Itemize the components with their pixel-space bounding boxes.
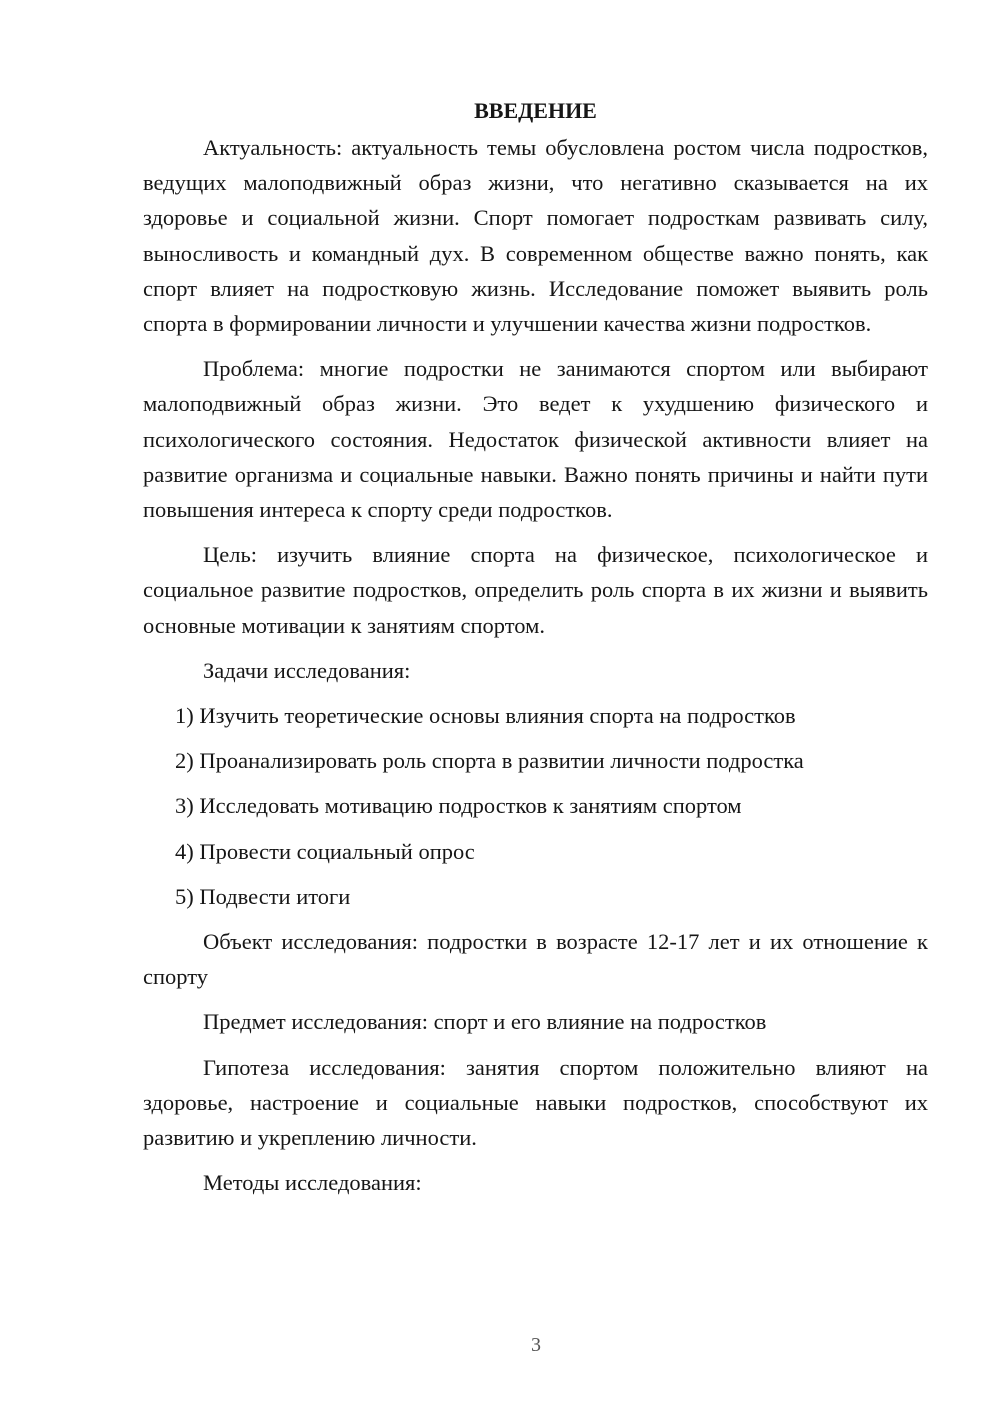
document-page [143,92,928,1200]
paragraph-problem: Проблема: многие подростки не занимаются спортом или выбирают малоподвижный образ жизни. Это ведет к ухудшению физического и психологического состояния. Недостаток физической активности влияет на развитие организма и социальные навыки. Важно понять причины и найти пути повышения интереса к спорту среди подростков. [143,356,928,523]
list-item: 1) Изучить теоретические основы влияния спорта на подростков [175,703,796,729]
tasks-list [143,698,928,914]
page-title: ВВЕДЕНИЕ [474,98,597,123]
list-item: 4) Провести социальный опрос [175,838,475,864]
paragraph-subject: Предмет исследования: спорт и его влияние на подростков [203,1009,767,1035]
paragraph-hypothesis: Гипотеза исследования: занятия спортом положительно влияют на здоровье, настроение и социальные навыки подростков, способствуют их развитию и укреплению личности. [143,1054,928,1151]
paragraph-tasks-heading: Задачи исследования: [203,657,411,683]
paragraph-relevance: Актуальность: актуальность темы обусловлена ростом числа подростков, ведущих малоподвижный образ жизни, что негативно сказывается на их здоровье и социальной жизни. Спорт помогает подросткам развивать силу, выносливость и командный дух. В современном обществе важно понять, как спорт влияет на подростковую жизнь. Исследование поможет выявить роль спорта в формировании личности и улучшении качества жизни подростков. [143,135,928,337]
list-item: 2) Проанализировать роль спорта в развитии личности подростка [175,748,804,774]
list-item: 3) Исследовать мотивацию подростков к занятиям спортом [175,793,742,819]
paragraph-methods: Методы исследования: [203,1170,422,1196]
page-number: 3 [531,1334,541,1356]
paragraph-object: Объект исследования: подростки в возрасте 12-17 лет и их отношение к спорту [143,929,928,990]
list-item: 5) Подвести итоги [175,883,351,909]
paragraph-goal: Цель: изучить влияние спорта на физическое, психологическое и социальное развитие подростков, определить роль спорта в их жизни и выявить основные мотивации к занятиям спортом. [143,542,928,638]
